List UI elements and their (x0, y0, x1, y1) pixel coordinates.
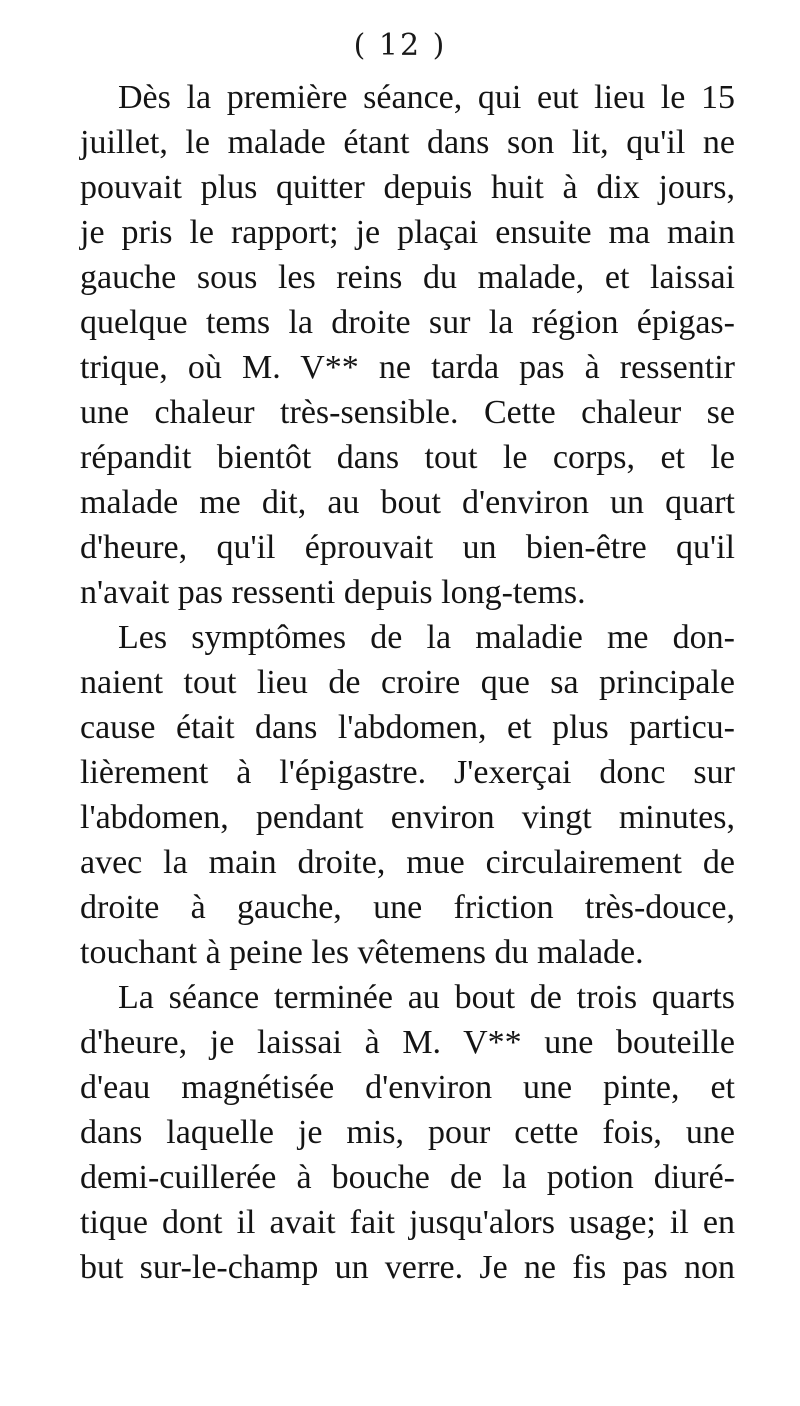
text-line: La séance terminée au bout de trois quarts (118, 979, 735, 1016)
text-line: dans laquelle je mis, pour cette fois, une (80, 1114, 735, 1151)
text-line: une chaleur très-sensible. Cette chaleur se (80, 394, 735, 431)
text-line: touchant à peine les vêtemens du malade. (80, 934, 644, 971)
text-line: droite à gauche, une friction très-douce, (80, 889, 735, 926)
text-line: je pris le rapport; je plaçai ensuite ma main (80, 214, 735, 251)
text-line: avec la main droite, mue circulairement de (80, 844, 735, 881)
text-line: cause était dans l'abdomen, et plus particu- (80, 709, 735, 746)
text-line: d'heure, je laissai à M. V** une bouteille (80, 1024, 735, 1061)
text-line: tique dont il avait fait jusqu'alors usage; il en (80, 1204, 735, 1241)
text-line: trique, où M. V** ne tarda pas à ressentir (80, 349, 735, 386)
text-line: lièrement à l'épigastre. J'exerçai donc sur (80, 754, 735, 791)
text-line: répandit bientôt dans tout le corps, et le (80, 439, 735, 476)
text-line: l'abdomen, pendant environ vingt minutes, (80, 799, 735, 836)
text-line: d'eau magnétisée d'environ une pinte, et (80, 1069, 735, 1106)
text-line: malade me dit, au bout d'environ un quart (80, 484, 735, 521)
text-line: but sur-le-champ un verre. Je ne fis pas non (80, 1249, 735, 1286)
text-line: pouvait plus quitter depuis huit à dix jours, (80, 169, 735, 206)
text-line: naient tout lieu de croire que sa principale (80, 664, 735, 701)
text-line: quelque tems la droite sur la région épigas- (80, 304, 735, 341)
text-line: demi-cuillerée à bouche de la potion diuré- (80, 1159, 735, 1196)
text-line: Dès la première séance, qui eut lieu le 15 (118, 79, 735, 116)
text-line: juillet, le malade étant dans son lit, qu'il ne (80, 124, 735, 161)
text-line: n'avait pas ressenti depuis long-tems. (80, 574, 586, 611)
text-line: gauche sous les reins du malade, et laissai (80, 259, 735, 296)
text-line: d'heure, qu'il éprouvait un bien-être qu'il (80, 529, 735, 566)
text-line: Les symptômes de la maladie me don- (118, 619, 735, 656)
page-number: ( 12 ) (353, 28, 447, 63)
